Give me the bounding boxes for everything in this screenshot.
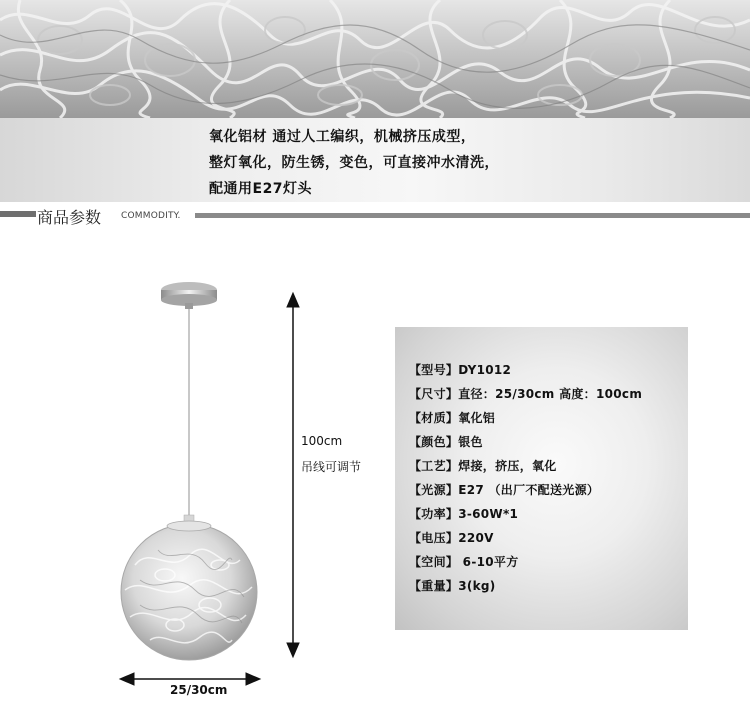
spec-label: 【尺寸】 (409, 387, 459, 401)
lamp-shade (121, 521, 257, 660)
spec-value: 3-60W*1 (458, 507, 519, 521)
spec-row-process (409, 457, 557, 474)
spec-row-color (409, 433, 483, 450)
description-line-2: 整灯氧化，防生锈，变色，可直接冲水清洗， (209, 155, 499, 171)
description-line-3: 配通用E27灯头 (209, 181, 313, 197)
section-bar-left (0, 211, 36, 217)
section-subtitle: COMMODITY. (121, 211, 181, 221)
spec-value: E27 （出厂不配送光源） (458, 483, 600, 497)
spec-value: 氧化铝 (458, 411, 496, 425)
spec-value: 银色 (458, 435, 483, 449)
width-dimension-label: 25/30cm (170, 683, 228, 697)
description-line-1: 氧化铝材 通过人工编织，机械挤压成型， (209, 129, 476, 145)
spec-label: 【电压】 (409, 531, 459, 545)
spec-value: 焊接，挤压，氧化 (458, 459, 557, 473)
spec-row-light-source (409, 481, 599, 498)
spec-panel (395, 327, 688, 630)
spec-value: 220V (458, 531, 494, 545)
spec-label: 【重量】 (409, 579, 459, 593)
spec-label: 【工艺】 (409, 459, 459, 473)
height-dimension-arrow (287, 293, 299, 657)
spec-row-model (409, 361, 511, 378)
spec-label: 【空间】 (409, 555, 459, 569)
spec-label: 【颜色】 (409, 435, 459, 449)
spec-row-size (409, 385, 642, 402)
spec-row-weight (409, 577, 496, 594)
spec-label: 【材质】 (409, 411, 459, 425)
spec-row-space (409, 553, 519, 570)
spec-label: 【功率】 (409, 507, 459, 521)
spec-value: 6-10平方 (458, 555, 519, 569)
spec-row-material (409, 409, 495, 426)
spec-value: 3(kg) (458, 579, 496, 593)
spec-value: 直径：25/30cm 高度：100cm (458, 387, 643, 401)
spec-row-power (409, 505, 518, 522)
description-strip (0, 118, 750, 202)
ceiling-canopy (161, 282, 217, 309)
spec-value: DY1012 (458, 363, 512, 377)
spec-label: 【光源】 (409, 483, 459, 497)
wire-texture-image (0, 0, 750, 118)
spec-label: 【型号】 (409, 363, 459, 377)
height-dimension-label: 100cm (301, 434, 343, 448)
section-bar-right (195, 213, 750, 218)
spec-row-voltage (409, 529, 494, 546)
product-texture-banner (0, 0, 750, 118)
cord-adjustable-note: 吊线可调节 (301, 460, 362, 474)
section-title: 商品参数 (37, 208, 102, 227)
